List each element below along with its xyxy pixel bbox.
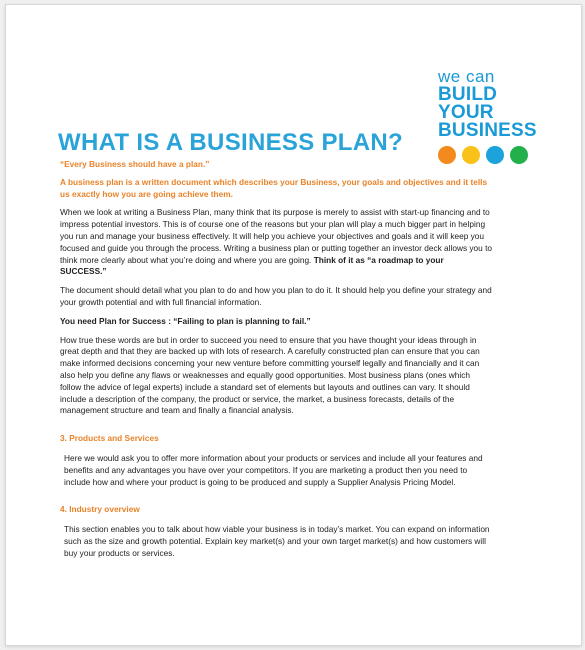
roadmap-statement: Think of it as “a roadmap to your SUCCESS.” [60, 254, 444, 277]
document-page [5, 4, 582, 646]
quote-text: “Every Business should have a plan.” [60, 159, 210, 169]
page-title: WHAT IS A BUSINESS PLAN? [58, 129, 403, 156]
document-body [60, 159, 492, 567]
section-body-industry-overview: This section enables you to talk about how viable your business is in today’s market. You can expand on information such as the size and growth potential. Explain key market(s) and your own target market(s) and how customers will buy your products or services. [64, 524, 490, 558]
logo-line-we-can: we can [438, 67, 495, 86]
plan-for-success-heading: You need Plan for Success : “Failing to plan is planning to fail.” [60, 315, 311, 326]
paragraph-purpose-text: When we look at writing a Business Plan, many think that its purpose is merely to assist with start-up financing and to impress potential investors. This is of course one of the reasons but your plan will play a much bigger part in helping you run and manage your business effectively. It will help you achieve your objectives and goals and it will keep you focused and guide you through the process. Writing a business plan or putting together an investor deck allows you to think more clearly about what you’re doing and where you are going. [60, 207, 493, 265]
logo-dot-green [510, 146, 528, 164]
section-heading-products-services: 3. Products and Services [60, 433, 159, 444]
section-heading-industry-overview: 4. Industry overview [60, 504, 140, 515]
logo-line-business: BUSINESS [438, 120, 537, 141]
paragraph-document-detail: The document should detail what you plan to do and how you plan to do it. It should help you define your strategy and your growth potential and with full financial information. [60, 285, 492, 307]
paragraph-how-true: How true these words are but in order to succeed you need to ensure that you have thought your ideas through in great depth and that they are backed up with lots of research. A carefully constructed plan can ensure that you can make informed decisions concerning your new venture before committing yourself legally and financially and it can also help you define any flaws or weaknesses and equally good opportunities. Most business plans (ones which follow the advice of legal experts) include a standard set of elements but layouts and outlines can vary. It should include a description of the company, the product or service, the market, a business forecasts, details of the management structure and team and finally a financial analysis. [60, 334, 480, 416]
build-your-business-logo [438, 68, 548, 164]
logo-line-build: BUILD [438, 84, 498, 105]
logo-line-your: YOUR [438, 102, 494, 123]
section-body-products-services: Here we would ask you to offer more information about your products or services and include all your features and benefits and any advantages you have over your competitors. If you are marketing a product then you need to include how and where your product is going to be produced and supply a Supplier Analysis Pricing Model. [64, 452, 483, 487]
paragraph-purpose [60, 207, 492, 278]
intro-paragraph: A business plan is a written document which describes your Business, your goals and objectives and it tells us exactly how you are going achieve them. [60, 176, 488, 199]
